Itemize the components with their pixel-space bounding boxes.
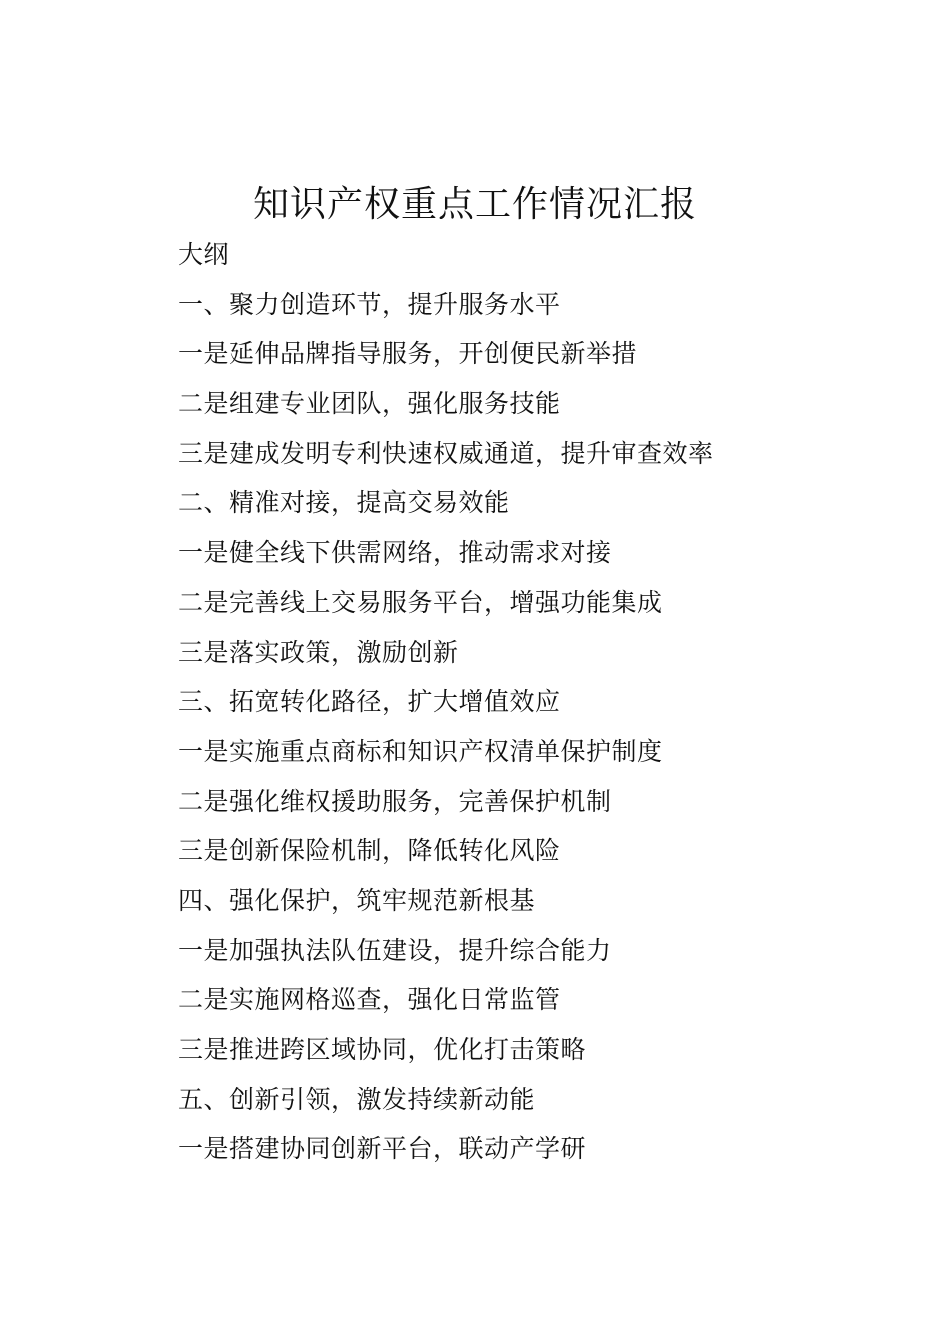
outline-item: 三是落实政策，激励创新 [178, 637, 459, 667]
section-heading: 二、精准对接，提高交易效能 [178, 488, 510, 518]
outline-item: 二是强化维权援助服务，完善保护机制 [178, 786, 612, 816]
outline-item: 二是组建专业团队，强化服务技能 [178, 389, 561, 419]
outline-item: 一是搭建协同创新平台，联动产学研 [178, 1134, 587, 1164]
outline-heading: 大纲 [178, 240, 230, 269]
outline-item: 一是健全线下供需网络，推动需求对接 [178, 538, 612, 568]
outline-item: 一是延伸品牌指导服务，开创便民新举措 [178, 339, 638, 369]
outline-item: 二是实施网格巡查，强化日常监管 [178, 985, 561, 1015]
outline-item: 一是实施重点商标和知识产权清单保护制度 [178, 736, 663, 766]
section-heading: 一、聚力创造环节，提升服务水平 [178, 289, 561, 319]
outline-item: 三是创新保险机制，降低转化风险 [178, 836, 561, 866]
outline-item: 一是加强执法队伍建设，提升综合能力 [178, 935, 612, 965]
section-heading: 三、拓宽转化路径，扩大增值效应 [178, 687, 561, 717]
document-title: 知识产权重点工作情况汇报 [252, 184, 697, 225]
outline-item: 二是完善线上交易服务平台，增强功能集成 [178, 587, 663, 617]
outline-item: 三是推进跨区域协同，优化打击策略 [178, 1035, 587, 1064]
section-heading: 四、强化保护，筑牢规范新根基 [178, 885, 536, 915]
outline-list [178, 230, 918, 1174]
section-heading: 五、创新引领，激发持续新动能 [178, 1084, 536, 1114]
outline-item: 三是建成发明专利快速权威通道，提升审查效率 [178, 438, 714, 468]
